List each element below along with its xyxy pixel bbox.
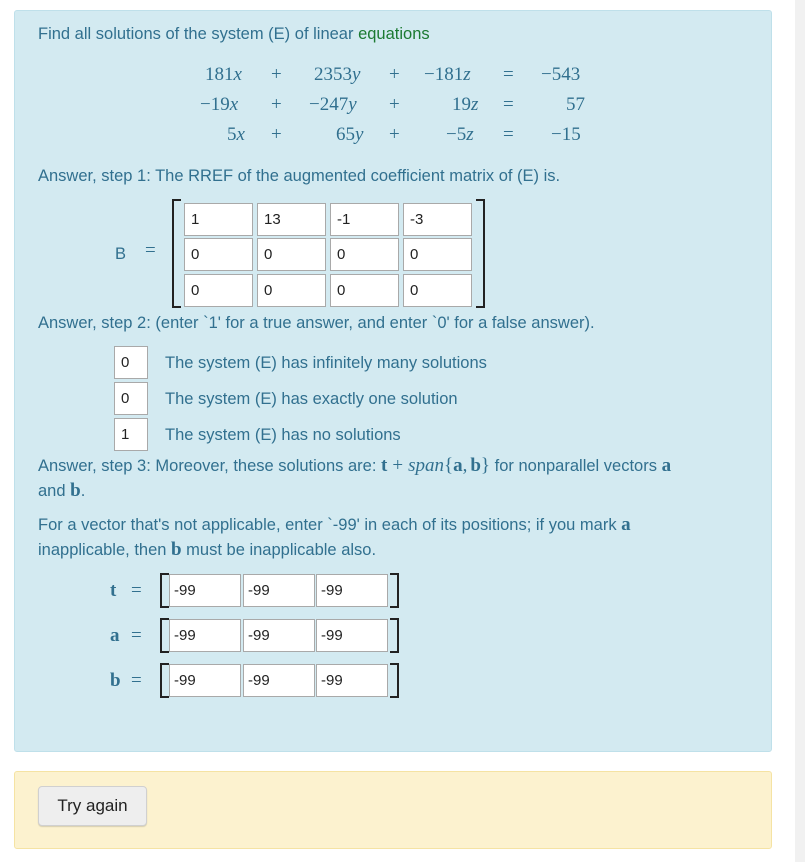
- plus-sign: +: [389, 124, 400, 145]
- plus-sign: +: [392, 455, 404, 476]
- step1-label: Answer, step 1: The RREF of the augmented coefficient matrix of (E) is.: [38, 167, 561, 185]
- vector-a-right-bracket: [390, 618, 399, 653]
- vector-t-entry-1[interactable]: [169, 574, 241, 607]
- vector-t-right-bracket: [390, 573, 399, 608]
- vector-t-entry-3[interactable]: [316, 574, 388, 607]
- vector-b-symbol: b: [470, 455, 481, 476]
- eq3-y-term: [336, 124, 363, 146]
- matrix-left-bracket: [172, 199, 181, 308]
- eq1-z-term: [424, 64, 471, 86]
- vector-b-entry-2[interactable]: [243, 664, 315, 697]
- rref-cell-r1c1[interactable]: [184, 203, 253, 236]
- matrix-right-bracket: [476, 199, 485, 308]
- eq1-y-coef: 2353: [314, 64, 352, 85]
- eq3-x-coef: 5: [227, 124, 237, 145]
- no-solutions-answer[interactable]: [114, 418, 148, 451]
- step3-line2: [38, 478, 85, 504]
- step3-middle: for nonparallel vectors: [490, 457, 662, 475]
- matrix-equals: =: [145, 240, 156, 261]
- step3-prefix: Answer, step 3: Moreover, these solutions are:: [38, 457, 382, 475]
- eq1-y-term: [314, 64, 360, 86]
- left-brace: {: [443, 455, 454, 476]
- period: .: [80, 482, 86, 500]
- var-y: y: [355, 124, 364, 145]
- rref-cell-r2c2[interactable]: [257, 238, 326, 271]
- try-again-button[interactable]: Try again: [38, 786, 147, 826]
- vector-b-label: b: [110, 670, 121, 691]
- rref-cell-r2c3[interactable]: [330, 238, 399, 271]
- eq2-x-coef: −19: [200, 94, 230, 115]
- eq1-x-term: [205, 64, 242, 86]
- right-brace: }: [480, 455, 491, 476]
- vector-b-entry-1[interactable]: [169, 664, 241, 697]
- step2-label: Answer, step 2: (enter `1' for a true answer, and enter `0' for a false answer).: [38, 314, 595, 332]
- eq3-rhs: −15: [551, 124, 581, 145]
- vector-t-label: t: [110, 580, 117, 601]
- note-line2-suffix: must be inapplicable also.: [181, 541, 377, 559]
- eq2-y-coef: −247: [309, 94, 349, 115]
- vector-b-left-bracket: [160, 663, 169, 698]
- scrollbar-track[interactable]: [795, 0, 805, 862]
- plus-sign: +: [271, 64, 282, 85]
- var-x: x: [233, 64, 242, 85]
- infinite-solutions-answer[interactable]: [114, 346, 148, 379]
- rref-cell-r1c4[interactable]: [403, 203, 472, 236]
- var-z: z: [471, 94, 479, 115]
- vector-a-label: a: [110, 625, 120, 646]
- eq2-rhs: 57: [566, 94, 585, 115]
- one-solution-answer[interactable]: [114, 382, 148, 415]
- comma: ,: [462, 455, 468, 476]
- vector-a-symbol: a: [661, 455, 672, 476]
- note-line1-text: For a vector that's not applicable, enter `-99' in each of its positions; if you mark: [38, 516, 622, 534]
- vector-a-entry-2[interactable]: [243, 619, 315, 652]
- rref-cell-r3c1[interactable]: [184, 274, 253, 307]
- var-x: x: [236, 124, 245, 145]
- note-line2: [38, 537, 376, 563]
- plus-sign: +: [389, 64, 400, 85]
- note-line1: [38, 512, 631, 538]
- intro-text: Find all solutions of the system (E) of linear: [38, 25, 359, 43]
- vector-a-symbol: a: [621, 514, 631, 535]
- no-solutions-statement: The system (E) has no solutions: [165, 426, 401, 444]
- var-z: z: [466, 124, 474, 145]
- rref-cell-r1c2[interactable]: [257, 203, 326, 236]
- vector-b-symbol: b: [171, 539, 182, 560]
- eq3-x-term: [227, 124, 245, 146]
- span-text: span: [408, 455, 444, 476]
- step3-line2-prefix: and: [38, 482, 71, 500]
- one-solution-statement: The system (E) has exactly one solution: [165, 390, 458, 408]
- problem-intro: [38, 22, 430, 47]
- eq1-x-coef: 181: [205, 64, 234, 85]
- vector-a-equals: =: [131, 625, 142, 646]
- var-x: x: [229, 94, 239, 115]
- eq3-y-coef: 65: [336, 124, 355, 145]
- equals-sign: =: [503, 124, 514, 145]
- plus-sign: +: [271, 124, 282, 145]
- eq3-z-coef: −5: [446, 124, 467, 145]
- vector-a-left-bracket: [160, 618, 169, 653]
- step3-line1: [38, 453, 671, 479]
- note-line2-text: inapplicable, then: [38, 541, 172, 559]
- plus-sign: +: [389, 94, 400, 115]
- rref-cell-r3c4[interactable]: [403, 274, 472, 307]
- matrix-name: B: [115, 245, 127, 263]
- eq1-z-coef: −181: [424, 64, 464, 85]
- eq2-z-coef: 19: [452, 94, 471, 115]
- vector-t-left-bracket: [160, 573, 169, 608]
- rref-cell-r3c3[interactable]: [330, 274, 399, 307]
- vector-b-entry-3[interactable]: [316, 664, 388, 697]
- vector-t-entry-2[interactable]: [243, 574, 315, 607]
- vector-b-right-bracket: [390, 663, 399, 698]
- rref-cell-r3c2[interactable]: [257, 274, 326, 307]
- eq3-z-term: [446, 124, 474, 146]
- infinite-solutions-statement: The system (E) has infinitely many solutions: [165, 354, 487, 372]
- vector-a-entry-3[interactable]: [316, 619, 388, 652]
- vector-b-symbol: b: [70, 480, 81, 501]
- equations-link[interactable]: equations: [358, 25, 430, 43]
- plus-sign: +: [271, 94, 282, 115]
- vector-a-symbol: a: [453, 455, 463, 476]
- equals-sign: =: [503, 94, 514, 115]
- eq2-y-term: [309, 94, 357, 116]
- vector-a-entry-1[interactable]: [169, 619, 241, 652]
- var-z: z: [463, 64, 471, 85]
- eq1-rhs: −543: [541, 64, 581, 85]
- rref-cell-r2c4[interactable]: [403, 238, 472, 271]
- eq2-z-term: [452, 94, 478, 116]
- equals-sign: =: [503, 64, 514, 85]
- vector-t-equals: =: [131, 580, 142, 601]
- eq2-x-term: [200, 94, 238, 116]
- rref-cell-r2c1[interactable]: [184, 238, 253, 271]
- vector-b-equals: =: [131, 670, 142, 691]
- rref-cell-r1c3[interactable]: [330, 203, 399, 236]
- var-y: y: [348, 94, 357, 115]
- var-y: y: [352, 64, 361, 85]
- vector-t-symbol: t: [381, 455, 388, 476]
